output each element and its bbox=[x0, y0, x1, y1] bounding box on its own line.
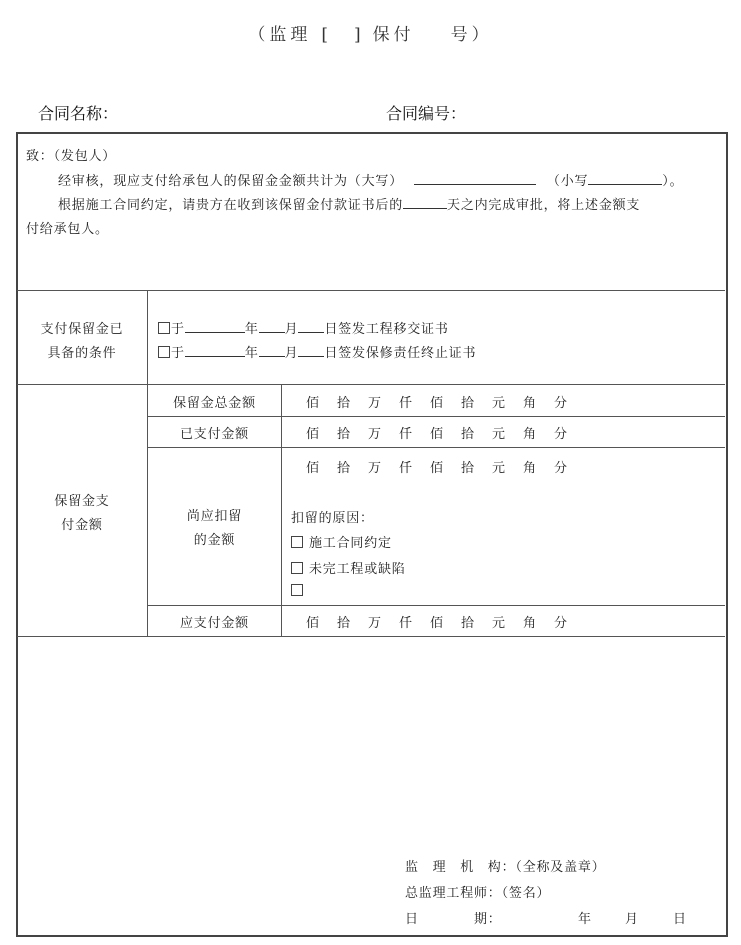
unit-label: 元 bbox=[492, 616, 506, 631]
withhold-reason-label: 扣留的原因： bbox=[291, 511, 374, 526]
condition-suffix: 日签发保修责任终止证书 bbox=[324, 346, 477, 361]
divider bbox=[281, 384, 282, 636]
to-line: 致：（发包人） bbox=[26, 149, 117, 164]
unit-label: 角 bbox=[523, 461, 537, 476]
amounts-group-label-line2: 付金额 bbox=[61, 518, 103, 533]
unit-label: 角 bbox=[523, 616, 537, 631]
unit-label: 佰 bbox=[430, 427, 444, 442]
unit-label: 分 bbox=[554, 616, 568, 631]
unit-label: 分 bbox=[554, 396, 568, 411]
checkbox[interactable] bbox=[291, 562, 303, 574]
month-field[interactable] bbox=[259, 320, 285, 333]
unit-label: 佰 bbox=[306, 461, 320, 476]
unit-label: 拾 bbox=[461, 427, 475, 442]
unit-label: 分 bbox=[554, 427, 568, 442]
notice-line2 bbox=[58, 194, 640, 213]
month-label: 月 bbox=[284, 322, 299, 337]
row-label-paid: 已支付金额 bbox=[179, 427, 249, 442]
unit-label: 角 bbox=[523, 396, 537, 411]
unit-label: 元 bbox=[492, 427, 506, 442]
units-row-payable bbox=[306, 612, 585, 631]
notice-line1-text: 经审核，现应支付给承包人的保留金金额共计为（大写） bbox=[58, 174, 404, 189]
row-label-withheld-line1: 尚应扣留 bbox=[186, 509, 243, 524]
row-label-payable: 应支付金额 bbox=[179, 616, 249, 631]
title-suffix: 号） bbox=[450, 25, 493, 45]
title-prefix: （监理 bbox=[248, 25, 312, 45]
amounts-group-label-line1: 保留金支 bbox=[54, 494, 110, 509]
date-year-label: 年 bbox=[578, 912, 592, 927]
unit-label: 万 bbox=[368, 461, 382, 476]
unit-label: 分 bbox=[554, 461, 568, 476]
unit-label: 拾 bbox=[337, 616, 351, 631]
condition-prefix: 于 bbox=[171, 346, 185, 361]
unit-label: 佰 bbox=[306, 616, 320, 631]
units-row-paid bbox=[306, 423, 585, 442]
date-day-label: 日 bbox=[673, 912, 687, 927]
month-label: 月 bbox=[284, 346, 299, 361]
unit-label: 仟 bbox=[399, 427, 413, 442]
chief-engineer-label: 总监理工程师：（签名） bbox=[405, 886, 551, 901]
notice-line2-end: 天之内完成审批，将上述金额支 bbox=[447, 198, 641, 213]
unit-label: 佰 bbox=[306, 396, 320, 411]
unit-label: 拾 bbox=[461, 396, 475, 411]
title-baofu: 保付 bbox=[372, 25, 415, 45]
divider bbox=[17, 290, 725, 291]
reason-text: 未完工程或缺陷 bbox=[309, 562, 406, 577]
unit-label: 拾 bbox=[337, 396, 351, 411]
checkbox[interactable] bbox=[158, 346, 170, 358]
title-bracket-open: [ bbox=[321, 25, 332, 45]
notice-line1-end: ）。 bbox=[662, 174, 684, 189]
unit-label: 拾 bbox=[461, 616, 475, 631]
unit-label: 角 bbox=[523, 427, 537, 442]
year-label: 年 bbox=[244, 322, 259, 337]
condition-item-2 bbox=[158, 342, 476, 361]
unit-label: 拾 bbox=[337, 427, 351, 442]
unit-label: 元 bbox=[492, 396, 506, 411]
month-field[interactable] bbox=[259, 344, 285, 357]
conditions-label-line2: 具备的条件 bbox=[47, 346, 117, 361]
units-row-total bbox=[306, 392, 585, 411]
withhold-reason-3 bbox=[291, 584, 309, 599]
day-field[interactable] bbox=[298, 344, 324, 357]
date-label: 日 期： bbox=[405, 912, 502, 927]
checkbox[interactable] bbox=[158, 322, 170, 334]
contract-name-label: 合同名称： bbox=[38, 104, 119, 123]
row-label-total: 保留金总金额 bbox=[173, 396, 256, 411]
units-row-withheld bbox=[306, 457, 585, 476]
divider bbox=[17, 384, 725, 385]
amount-figure-field[interactable] bbox=[588, 172, 662, 185]
condition-item-1 bbox=[158, 318, 449, 337]
checkbox[interactable] bbox=[291, 536, 303, 548]
unit-label: 拾 bbox=[461, 461, 475, 476]
year-field[interactable] bbox=[185, 344, 245, 357]
notice-line3: 付给承包人。 bbox=[26, 222, 109, 237]
unit-label: 佰 bbox=[430, 461, 444, 476]
title-bracket-close: ] bbox=[354, 25, 365, 45]
day-field[interactable] bbox=[298, 320, 324, 333]
checkbox[interactable] bbox=[291, 584, 303, 596]
withhold-reason-1 bbox=[291, 532, 392, 551]
unit-label: 仟 bbox=[399, 461, 413, 476]
condition-prefix: 于 bbox=[171, 322, 185, 337]
divider bbox=[17, 636, 725, 637]
unit-label: 佰 bbox=[430, 616, 444, 631]
year-field[interactable] bbox=[185, 320, 245, 333]
unit-label: 仟 bbox=[399, 616, 413, 631]
days-field[interactable] bbox=[403, 196, 447, 209]
divider bbox=[147, 605, 725, 606]
form-title bbox=[0, 20, 741, 45]
unit-label: 万 bbox=[368, 616, 382, 631]
amount-words-field[interactable] bbox=[414, 172, 536, 185]
condition-suffix: 日签发工程移交证书 bbox=[324, 322, 449, 337]
unit-label: 元 bbox=[492, 461, 506, 476]
row-label-withheld-line2: 的金额 bbox=[193, 533, 236, 548]
year-label: 年 bbox=[244, 346, 259, 361]
reason-text: 施工合同约定 bbox=[309, 536, 392, 551]
date-month-label: 月 bbox=[625, 912, 639, 927]
divider bbox=[147, 290, 148, 636]
unit-label: 万 bbox=[368, 427, 382, 442]
withhold-reason-2 bbox=[291, 558, 406, 577]
unit-label: 拾 bbox=[337, 461, 351, 476]
divider bbox=[147, 416, 725, 417]
divider bbox=[147, 447, 725, 448]
unit-label: 仟 bbox=[399, 396, 413, 411]
unit-label: 万 bbox=[368, 396, 382, 411]
notice-line1-small: （小写 bbox=[546, 174, 589, 189]
unit-label: 佰 bbox=[306, 427, 320, 442]
supervision-org-label: 监 理 机 构：（全称及盖章） bbox=[405, 860, 606, 875]
contract-no-label: 合同编号： bbox=[386, 104, 467, 123]
notice-line1 bbox=[58, 170, 683, 189]
notice-line2-text: 根据施工合同约定，请贵方在收到该保留金付款证书后的 bbox=[58, 198, 404, 213]
conditions-label-line1: 支付保留金已 bbox=[40, 322, 124, 337]
unit-label: 佰 bbox=[430, 396, 444, 411]
